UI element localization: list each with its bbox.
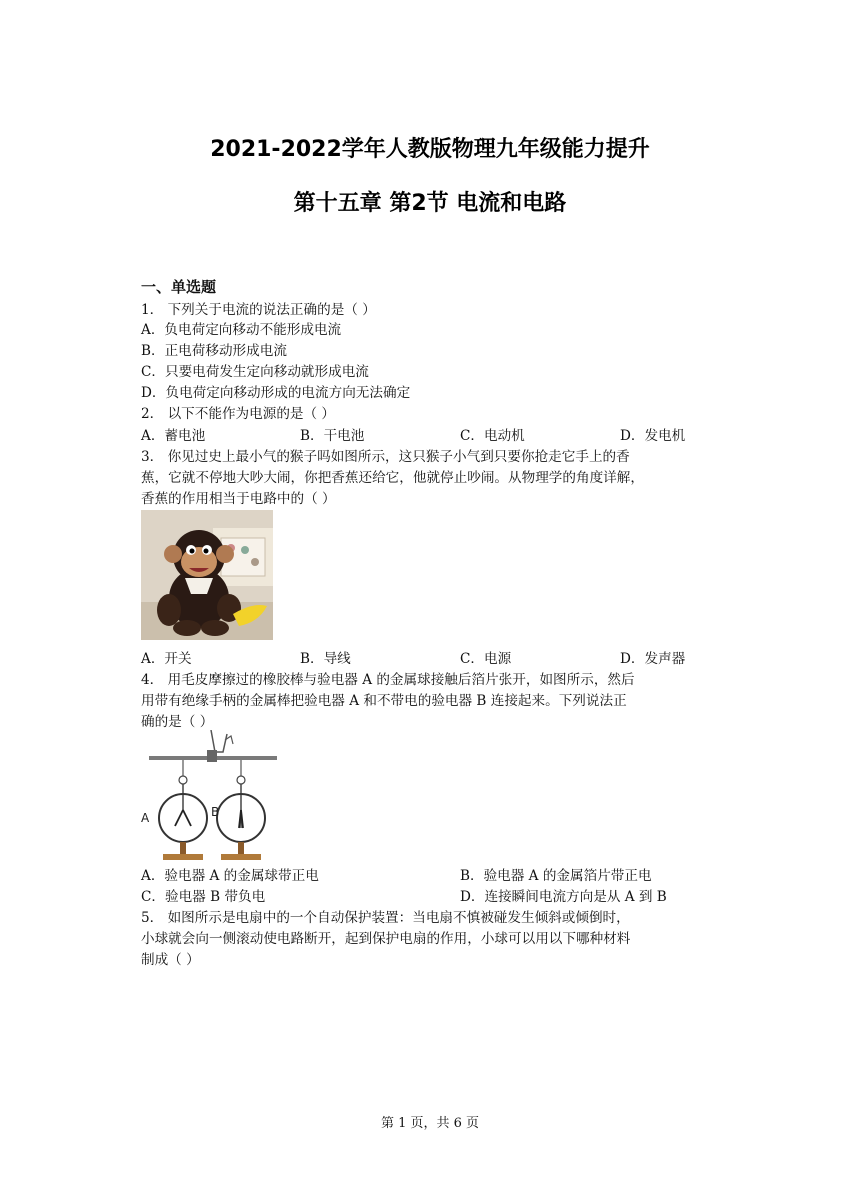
q1-option-c: C．只要电荷发生定向移动就形成电流 <box>141 364 369 380</box>
q1-option-a: A．负电荷定向移动不能形成电流 <box>141 322 342 338</box>
q3-stem-line-1: 3． 你见过史上最小气的猴子吗如图所示，这只猴子小气到只要你抢走它手上的香 <box>141 449 630 465</box>
q4-option-d: D．连接瞬间电流方向是从 A 到 B <box>460 889 667 905</box>
q3-option-b: B．导线 <box>300 651 351 667</box>
q1-option-d: D．负电荷定向移动形成的电流方向无法确定 <box>141 385 411 401</box>
q3-stem-line-2: 蕉，它就不停地大吵大闹，你把香蕉还给它，他就停止吵闹。从物理学的角度详解， <box>141 470 644 486</box>
q4-stem-line-1: 4． 用毛皮摩擦过的橡胶棒与验电器 A 的金属球接触后箔片张开，如图所示，然后 <box>141 672 635 688</box>
electroscope-diagram <box>141 730 281 866</box>
q4-option-b: B．验电器 A 的金属箔片带正电 <box>460 868 652 884</box>
q2-option-b: B．干电池 <box>300 428 365 444</box>
q3-option-c: C．电源 <box>460 651 512 667</box>
q3-option-a: A．开关 <box>141 651 192 667</box>
label-b: B <box>211 805 220 819</box>
chapter-subtitle: 第十五章 第2节 电流和电路 <box>293 191 567 216</box>
q1-stem: 1． 下列关于电流的说法正确的是（ ） <box>141 302 376 318</box>
q4-option-c: C．验电器 B 带负电 <box>141 889 266 905</box>
q3-option-d: D．发声器 <box>620 651 686 667</box>
q4-stem-line-2: 用带有绝缘手柄的金属棒把验电器 A 和不带电的验电器 B 连接起来。下列说法正 <box>141 693 627 709</box>
q1-option-b: B．正电荷移动形成电流 <box>141 343 287 359</box>
label-a: A <box>141 811 150 825</box>
document-title: 2021-2022学年人教版物理九年级能力提升 <box>210 137 650 162</box>
q5-stem-line-3: 制成（ ） <box>141 952 200 968</box>
q5-stem-line-1: 5． 如图所示是电扇中的一个自动保护装置：当电扇不慎被碰发生倾斜或倾倒时， <box>141 910 630 926</box>
q5-stem-line-2: 小球就会向一侧滚动使电路断开，起到保护电扇的作用，小球可以用以下哪种材料 <box>141 931 631 947</box>
monkey-toy-photo <box>141 510 273 640</box>
q3-stem-line-3: 香蕉的作用相当于电路中的（ ） <box>141 491 336 507</box>
q4-option-a: A．验电器 A 的金属球带正电 <box>141 868 319 884</box>
page-footer: 第 1 页，共 6 页 <box>380 1116 480 1131</box>
q2-option-d: D．发电机 <box>620 428 686 444</box>
q2-stem: 2． 以下不能作为电源的是（ ） <box>141 406 336 422</box>
q4-stem-line-3: 确的是（ ） <box>141 714 214 730</box>
section-heading: 一、单选题 <box>141 278 217 296</box>
q2-option-a: A．蓄电池 <box>141 428 206 444</box>
q2-option-c: C．电动机 <box>460 428 525 444</box>
